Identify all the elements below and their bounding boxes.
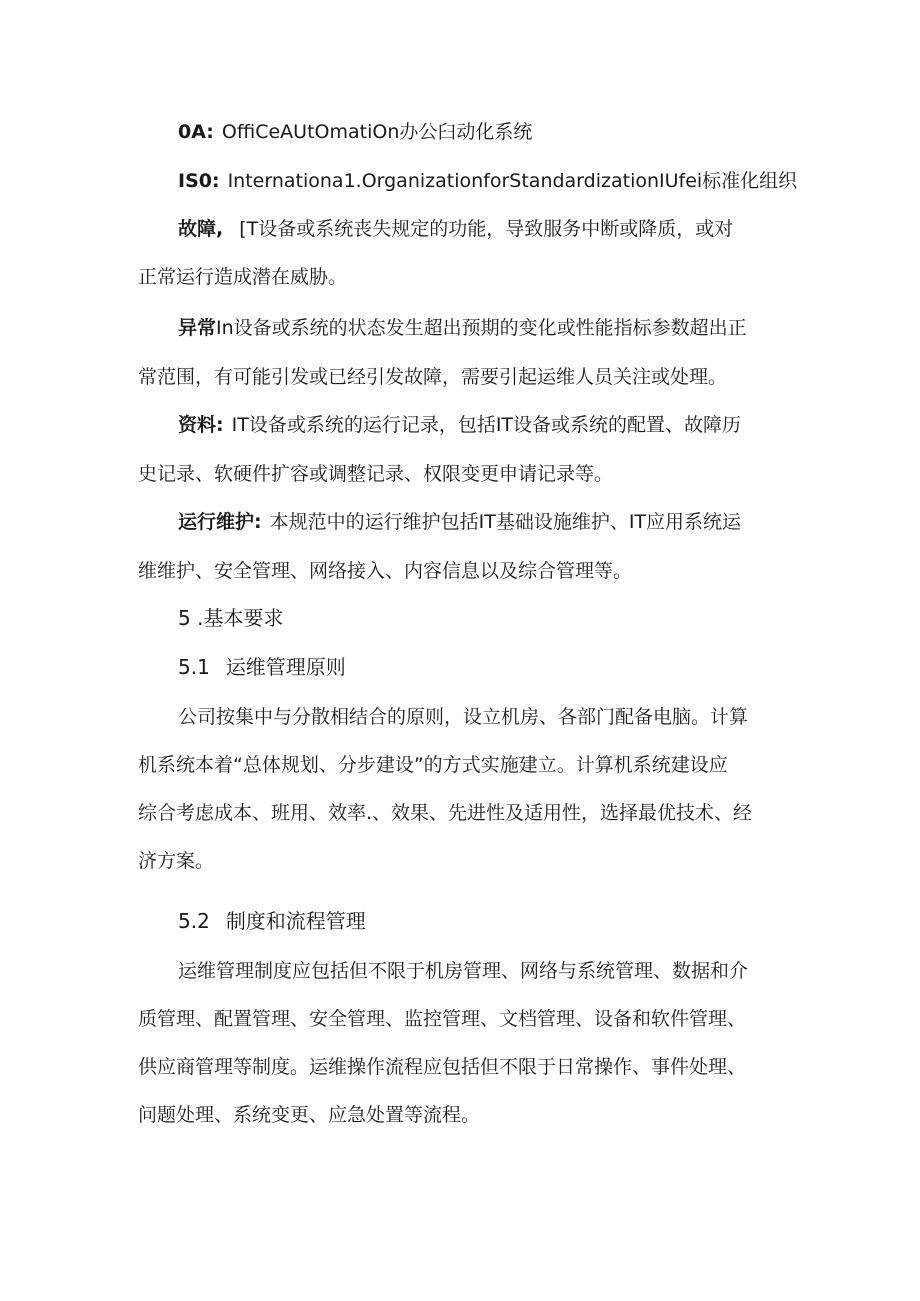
section-title: 制度和流程管理 (225, 909, 366, 933)
definition-term: 运行维护: (178, 511, 262, 533)
definition-line: 史记录、软硬件扩容或调整记录、权限变更申请记录等。 (138, 463, 614, 485)
definition-anomaly (178, 313, 920, 343)
definition-fault (178, 214, 920, 244)
definition-data (178, 410, 920, 440)
definition-term: 0A: (178, 121, 214, 143)
section-heading-5-1 (178, 652, 920, 682)
definition-line: 维维护、安全管理、网络接入、内容信息以及综合管理等。 (138, 560, 633, 582)
section-heading-5-2 (178, 906, 920, 936)
definition-desc: OffiCeAUtOmatiOn办公臼动化系统 (221, 121, 533, 143)
definition-term: IS0: (178, 170, 220, 192)
definition-line: In设备或系统的状态发生超出预期的变化或性能指标参数超出正 (216, 317, 747, 339)
paragraph-line: 综合考虑成本、班用、效率.、效果、先进性及适用性，选择最优技术、经 (138, 802, 753, 824)
paragraph-line: 质管理、配置管理、安全管理、监控管理、文档管理、设备和软件管理、 (138, 1008, 747, 1030)
definition-maintenance (178, 507, 920, 537)
paragraph-line: 济方案。 (138, 850, 215, 872)
definition-line: 正常运行造成潜在威胁。 (138, 266, 348, 288)
definition-line: [T设备或系统丧失规定的功能，导致服务中断或降质，或对 (239, 218, 734, 240)
definition-line: 本规范中的运行维护包括IT基础设施维护、IT应用系统运 (269, 511, 742, 533)
section-heading-5: 5 .基本要求 (178, 606, 284, 630)
paragraph-line: 问题处理、系统变更、应急处置等流程。 (138, 1104, 481, 1126)
definition-term: 资料: (178, 414, 224, 436)
paragraph-line: 运维管理制度应包括但不限于机房管理、网络与系统管理、数据和介 (178, 960, 749, 982)
paragraph-line: 公司按集中与分散相结合的原则，设立机房、各部门配备电脑。计算 (178, 706, 749, 728)
definition-term: 异常 (178, 317, 217, 339)
definition-line: 常范围，有可能引发或已经引发故障，需要引起运维人员关注或处理。 (138, 366, 728, 388)
section-number: 5.2 (178, 909, 210, 933)
definition-oa (178, 117, 920, 147)
definition-term: 故障, (178, 218, 224, 240)
section-title: 运维管理原则 (225, 655, 346, 679)
definition-iso (178, 166, 920, 196)
paragraph-line: 供应商管理等制度。运维操作流程应包括但不限于日常操作、事件处理、 (138, 1056, 747, 1078)
paragraph-line: 机系统本着“总体规划、分步建设”的方式实施建立。计算机系统建设应 (138, 754, 728, 776)
definition-desc: Internationa1.OrganizationforStandardizationIUfei标准化组织 (227, 170, 798, 192)
definition-line: IT设备或系统的运行记录，包括IT设备或系统的配置、故障历 (231, 414, 742, 436)
section-number: 5.1 (178, 655, 210, 679)
